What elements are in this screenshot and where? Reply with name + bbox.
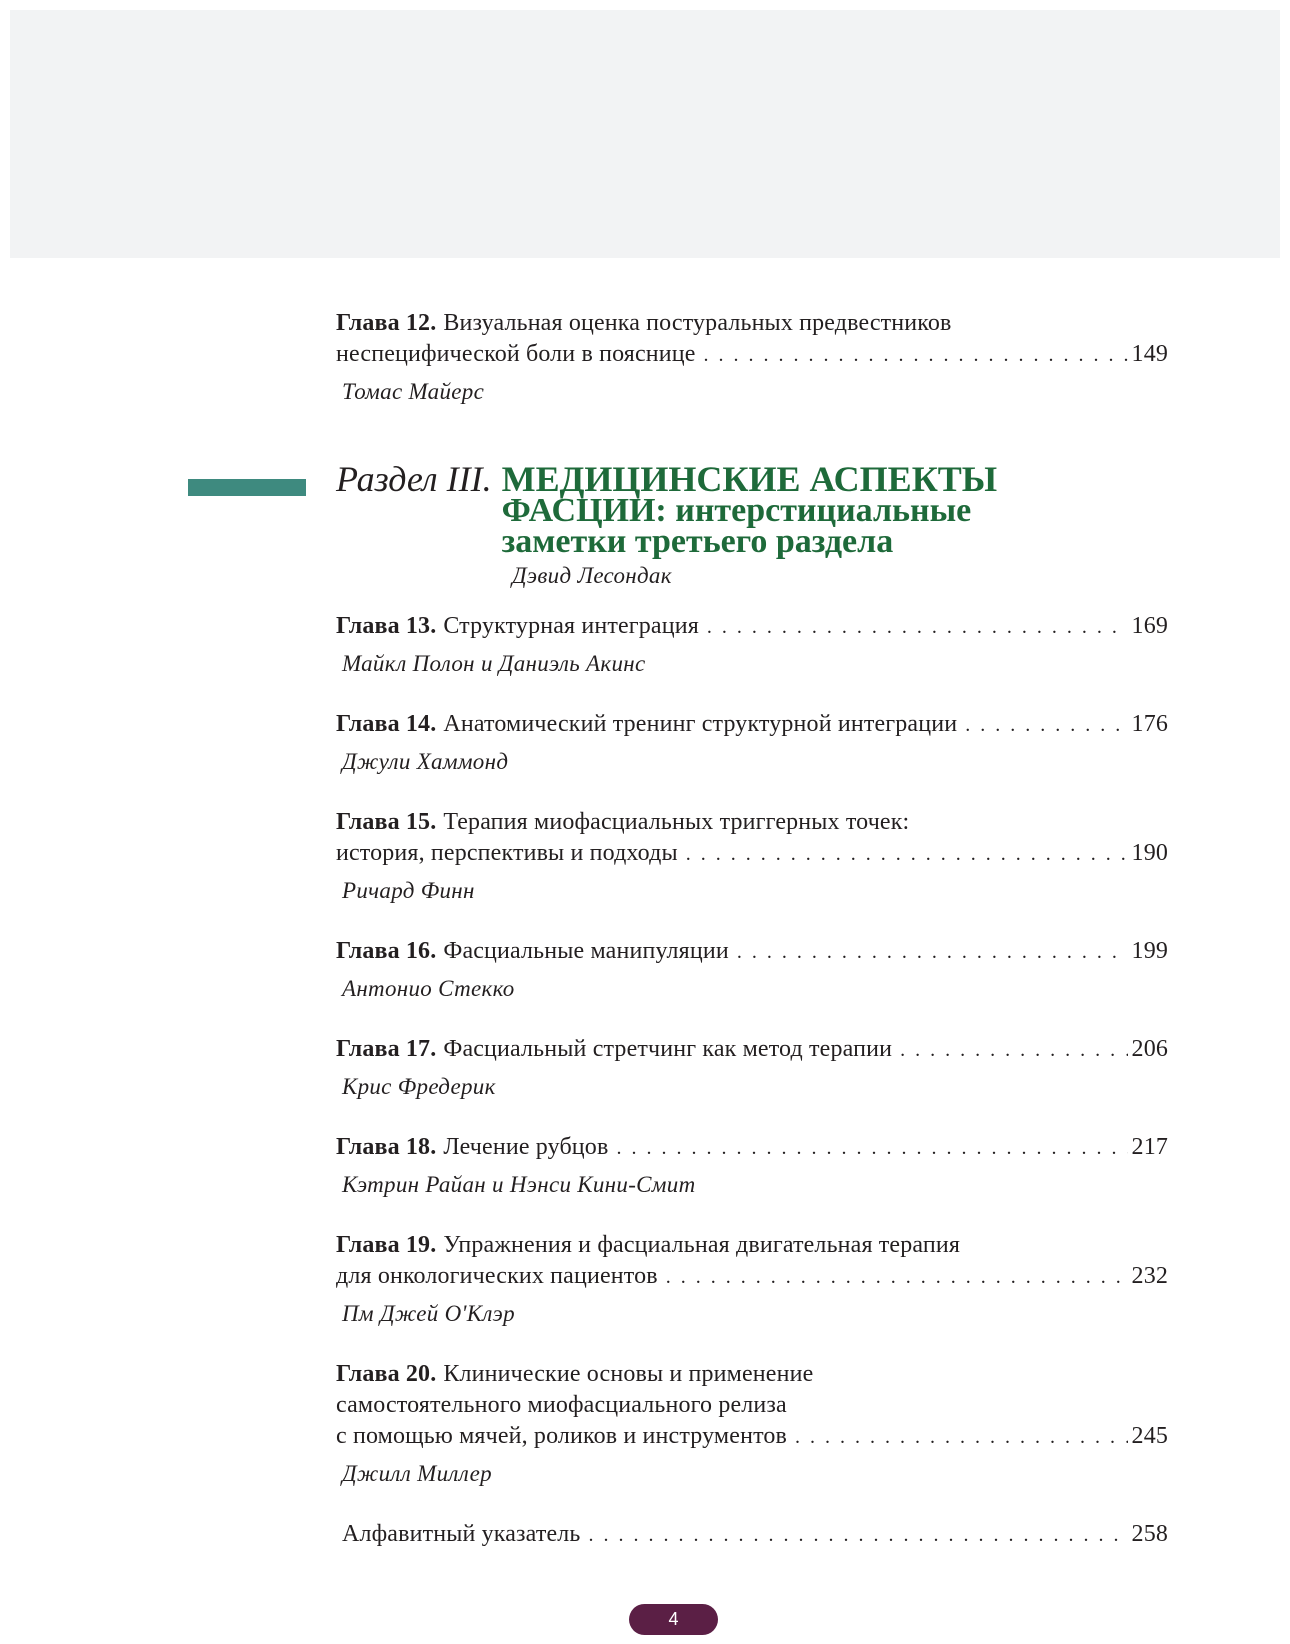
toc-line (336, 1132, 1168, 1164)
toc-line (336, 1261, 1168, 1293)
toc-entry[interactable] (336, 936, 1168, 1004)
chapter-author: Антонио Стекко (342, 976, 515, 1001)
leader-dots (900, 1035, 1127, 1066)
chapter-label: Глава 12. (336, 310, 437, 336)
chapter-author: Джули Хаммонд (342, 749, 509, 774)
chapter-page-number: 217 (1131, 1134, 1168, 1160)
chapter-author: Майкл Полон и Даниэль Акинс (342, 651, 646, 676)
chapter-page-number: 245 (1131, 1423, 1168, 1449)
chapter-title: Анатомический тренинг структурной интеграции (443, 711, 958, 737)
chapter-title: Лечение рубцов (443, 1134, 609, 1160)
chapter-title: Визуальная оценка постуральных предвестников (443, 310, 952, 336)
page-number-badge: 4 (629, 1604, 718, 1635)
toc-line (336, 838, 1168, 870)
chapter-author: Ричард Финн (342, 878, 475, 903)
section-prefix: Раздел III. (336, 459, 492, 499)
leader-dots (589, 1520, 1128, 1551)
toc-line (336, 807, 1168, 838)
toc-entry[interactable] (336, 709, 1168, 777)
chapter-label: Глава 18. (336, 1134, 437, 1160)
chapter-page-number: 176 (1131, 711, 1168, 737)
chapter-title: Фасциальный стретчинг как метод терапии (443, 1036, 893, 1062)
chapter-title: Фасциальные манипуляции (443, 938, 729, 964)
chapter-page-number: 169 (1131, 613, 1168, 639)
chapter-title: Структурная интеграция (443, 613, 699, 639)
index-page-number: 258 (1131, 1521, 1168, 1547)
toc-line (336, 1390, 1168, 1421)
toc-entry[interactable] (336, 1359, 1168, 1489)
toc-line (336, 1359, 1168, 1390)
toc-line (336, 936, 1168, 968)
section-title-line: МЕДИЦИНСКИЕ АСПЕКТЫ (501, 459, 998, 499)
chapter-author: Кэтрин Райан и Нэнси Кини-Смит (342, 1172, 696, 1197)
chapter-label: Глава 14. (336, 711, 437, 737)
toc-entry[interactable] (336, 611, 1168, 679)
toc-line (336, 1034, 1168, 1066)
chapter-author: Томас Майерс (342, 379, 485, 404)
section-title (501, 459, 998, 560)
section-author: Дэвид Лесондак (512, 563, 672, 588)
chapter-label: Глава 15. (336, 809, 437, 835)
leader-dots (616, 1133, 1127, 1164)
chapter-author: Крис Фредерик (342, 1074, 496, 1099)
chapter-label: Глава 16. (336, 938, 437, 964)
chapter-label: Глава 20. (336, 1361, 437, 1387)
toc-entry[interactable] (336, 1230, 1168, 1329)
toc-line (336, 611, 1168, 643)
chapter-title: история, перспективы и подходы (336, 840, 678, 866)
index-label: Алфавитный указатель (342, 1521, 581, 1547)
section-marker-bar (188, 479, 306, 496)
chapter-title: Терапия миофасциальных триггерных точек: (443, 809, 910, 835)
chapter-title: для онкологических пациентов (336, 1263, 658, 1289)
section-heading (336, 461, 1168, 591)
chapter-author: Джилл Миллер (342, 1461, 492, 1486)
toc-line (336, 1421, 1168, 1453)
chapter-list-before (336, 308, 1168, 407)
leader-dots (737, 937, 1128, 968)
leader-dots (965, 710, 1127, 741)
chapter-page-number: 149 (1131, 341, 1168, 367)
chapter-page-number: 232 (1131, 1263, 1168, 1289)
chapter-page-number: 206 (1131, 1036, 1168, 1062)
chapter-page-number: 190 (1131, 840, 1168, 866)
chapter-title: с помощью мячей, роликов и инструментов (336, 1423, 788, 1449)
leader-dots (686, 839, 1128, 870)
toc-entry[interactable] (336, 308, 1168, 407)
table-of-contents (336, 308, 1168, 1551)
chapter-title: неспецифической боли в пояснице (336, 341, 696, 367)
leader-dots (704, 340, 1128, 371)
section-title-line: ФАСЦИИ: интерстициальные (501, 492, 972, 529)
toc-line (336, 1230, 1168, 1261)
leader-dots (666, 1262, 1128, 1293)
chapter-label: Глава 19. (336, 1232, 437, 1258)
chapter-label: Глава 13. (336, 613, 437, 639)
leader-dots (795, 1422, 1128, 1453)
section-title-line: заметки третьего раздела (501, 523, 894, 560)
chapter-label: Глава 17. (336, 1036, 437, 1062)
chapter-author: Пм Джей О'Клэр (342, 1301, 515, 1326)
toc-line (336, 339, 1168, 371)
chapter-page-number: 199 (1131, 938, 1168, 964)
toc-line (336, 308, 1168, 339)
top-blank-band (10, 10, 1280, 258)
chapter-list (336, 611, 1168, 1489)
chapter-title: Клинические основы и применение (443, 1361, 814, 1387)
toc-entry[interactable] (336, 1132, 1168, 1200)
leader-dots (707, 612, 1128, 643)
index-entry[interactable] (336, 1519, 1168, 1551)
chapter-title: самостоятельного миофасциального релиза (336, 1392, 787, 1418)
toc-entry[interactable] (336, 1034, 1168, 1102)
toc-entry[interactable] (336, 807, 1168, 906)
chapter-title: Упражнения и фасциальная двигательная терапия (443, 1232, 961, 1258)
toc-line (336, 709, 1168, 741)
